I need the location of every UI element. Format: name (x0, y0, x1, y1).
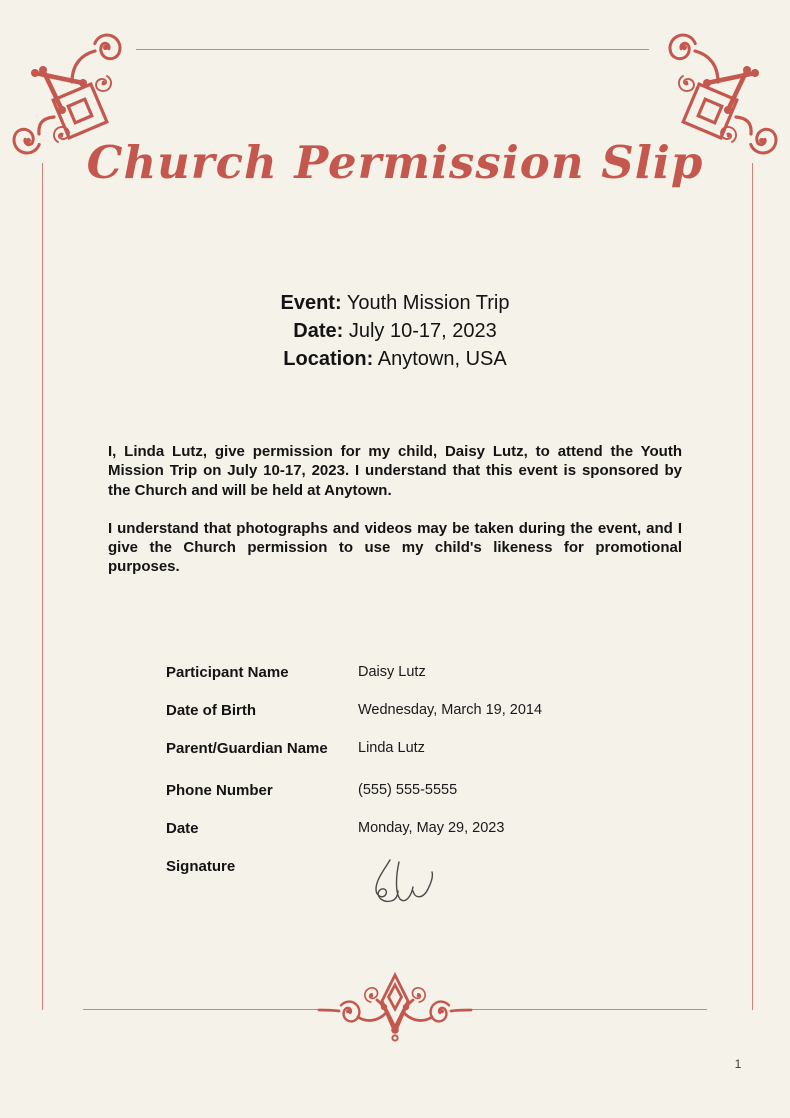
frame-line-bottom-right (463, 1009, 707, 1010)
field-label: Phone Number (166, 782, 273, 799)
field-label: Participant Name (166, 664, 289, 681)
field-value: Daisy Lutz (358, 664, 426, 680)
paragraph: I understand that photographs and videos may be taken during the event, and I give the Church permission to use my child's likeness for promotional purposes. (108, 519, 682, 576)
page-title: Church Permission Slip (86, 136, 704, 189)
event-row (0, 317, 790, 345)
field-row (166, 702, 706, 740)
event-details (0, 289, 790, 373)
field-value: (555) 555-5555 (358, 782, 458, 798)
field-value: Wednesday, March 19, 2014 (358, 702, 543, 718)
signature-scribble-icon (340, 845, 460, 915)
event-row (0, 289, 790, 317)
field-value: Linda Lutz (358, 740, 425, 756)
field-label: Signature (166, 858, 236, 875)
frame-line-top (136, 49, 649, 50)
field-row (166, 782, 706, 820)
divider-flourish-icon (315, 968, 475, 1048)
event-label: Event: (280, 292, 342, 314)
field-value: Monday, May 29, 2023 (358, 820, 505, 836)
page-number: 1 (734, 1057, 742, 1071)
field-label: Date of Birth (166, 702, 256, 719)
event-value: July 10-17, 2023 (348, 320, 497, 342)
paragraph: I, Linda Lutz, give permission for my child, Daisy Lutz, to attend the Youth Mission Trip on July 10-17, 2023. I understand that this event is sponsored by the Church and will be held at Anytown. (108, 443, 682, 499)
event-label: Location: (283, 348, 374, 370)
frame-line-bottom-left (83, 1009, 327, 1010)
event-value: Youth Mission Trip (346, 292, 510, 314)
field-label: Date (166, 820, 199, 837)
field-label: Parent/Guardian Name (166, 740, 328, 757)
event-row (0, 345, 790, 373)
permission-text (108, 442, 682, 596)
event-value: Anytown, USA (377, 348, 507, 370)
field-row (166, 740, 706, 778)
field-row (166, 664, 706, 702)
event-label: Date: (293, 320, 344, 342)
